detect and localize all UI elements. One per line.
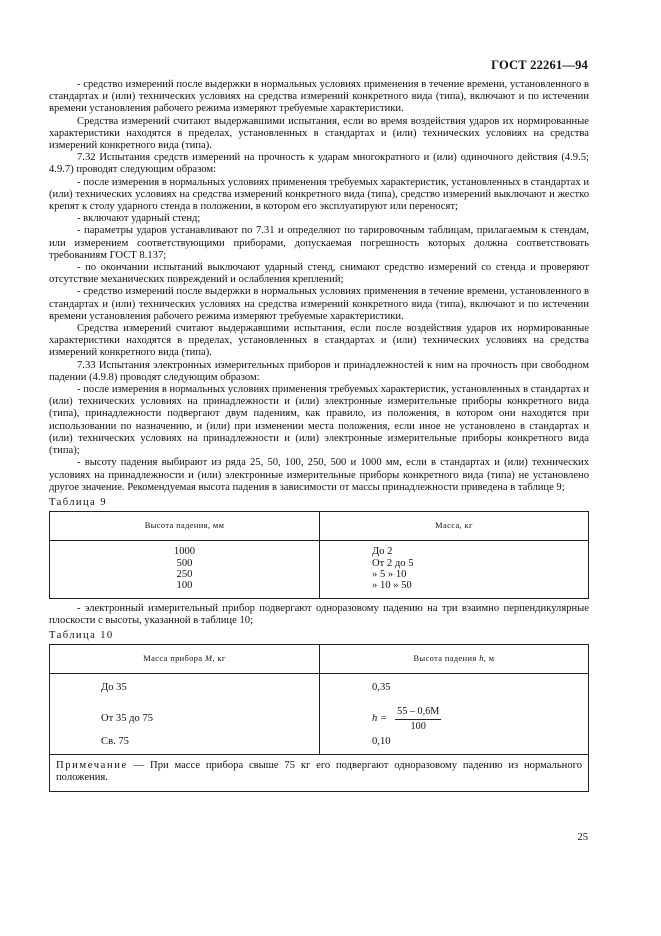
table10-mass: Св. 75 bbox=[101, 736, 129, 748]
table9-heights-cell bbox=[50, 541, 320, 599]
document-body bbox=[49, 79, 589, 792]
table9-caption: Таблица 9 bbox=[49, 496, 107, 508]
table9-mass: » 5 » 10 bbox=[372, 568, 407, 580]
formula-lhs: h = bbox=[372, 713, 388, 725]
paragraph: - средство измерений после выдержки в нормальных условиях применения в течение времени, установленного в стандартах и (или) технических условиях на средства измерений конкретного вида (типа), включают и по истечении времени установления рабочего режима измеряют требуемые характеристики. bbox=[49, 286, 589, 322]
page-number: 25 bbox=[577, 832, 588, 843]
note-label: Примечание bbox=[56, 760, 128, 772]
table9-masses-cell bbox=[320, 541, 589, 599]
standard-header: ГОСТ 22261—94 bbox=[491, 58, 588, 72]
table10-header-mass bbox=[50, 645, 320, 674]
table9-height: 250 bbox=[176, 568, 193, 580]
paragraph: - средство измерений после выдержки в нормальных условиях применения в течение времени, установленного в стандартах и (или) технических условиях на средства измерений конкретного вида (типа), включают и по истечении времени установления рабочего режима измеряют требуемые характеристики. bbox=[49, 79, 589, 115]
table9-header-mass: Масса, кг bbox=[320, 512, 589, 541]
table9-header-height: Высота падения, мм bbox=[50, 512, 320, 541]
table10-mass: От 35 до 75 bbox=[101, 713, 154, 725]
table10-heights-cell bbox=[320, 674, 589, 755]
table10-height: 0,35 bbox=[372, 682, 391, 694]
table10-header-mass-prefix: Масса прибора bbox=[143, 654, 206, 664]
paragraph: - после измерения в нормальных условиях применения требуемых характеристик, установленных в стандартах и (или) технических условиях на средства измерений конкретного вида (типа), средство измерений выключают и жестко крепят к столу ударного стенда в положении, в котором его эксплуатируют или переносят; bbox=[49, 176, 589, 213]
table9 bbox=[49, 511, 589, 599]
table10-header-mass-var: M bbox=[205, 654, 213, 664]
table10-header-height-var: h bbox=[479, 654, 484, 664]
paragraph: 7.33 Испытания электронных измерительных приборов и принадлежностей к ним на прочность при свободном падении (4.9.8) проводят следующим образом: bbox=[49, 359, 589, 383]
paragraph: - электронный измерительный прибор подвергают одноразовому падению на три взаимно перпендикулярные плоскости с высоты, указанной в таблице 10; bbox=[49, 602, 589, 626]
table9-height: 100 bbox=[176, 580, 193, 592]
table10-header-mass-suffix: , кг bbox=[212, 654, 226, 664]
table9-mass: » 10 » 50 bbox=[372, 580, 412, 592]
paragraph: Средства измерений считают выдержавшими испытания, если после воздействия ударов их нормированные характеристики находятся в пределах, установленных в стандартах и (или) технических условиях на средства измерений конкретного вида (типа). bbox=[49, 323, 589, 359]
formula-fraction bbox=[395, 706, 441, 733]
paragraph: 7.32 Испытания средств измерений на прочность к ударам многократного и (или) одиночного действия (4.9.5; 4.9.7) проводят следующим образом: bbox=[49, 152, 589, 176]
table10 bbox=[49, 644, 589, 791]
table9-mass: От 2 до 5 bbox=[372, 557, 414, 569]
table10-formula bbox=[372, 704, 588, 734]
paragraph: - включают ударный стенд; bbox=[77, 213, 201, 225]
paragraph: - параметры ударов устанавливают по 7.31 и определяют по тарировочным таблицам, прилагаемым к стендам, или измерением соответствующими приборами, допускаемая погрешность которых должна соответствовать требованиям ГОСТ 8.137; bbox=[49, 225, 589, 261]
table10-mass: До 35 bbox=[101, 682, 127, 694]
table10-masses-cell bbox=[50, 674, 320, 755]
table10-caption: Таблица 10 bbox=[49, 630, 114, 642]
table9-mass: До 2 bbox=[372, 546, 393, 558]
paragraph: - по окончании испытаний выключают ударный стенд, снимают средство измерений со стенда и проверяют отсутствие механических повреждений и ослабления креплений; bbox=[49, 262, 589, 286]
formula-numerator: 55 – 0,6M bbox=[395, 706, 441, 720]
paragraph: - высоту падения выбирают из ряда 25, 50, 100, 250, 500 и 1000 мм, если в стандартах и (или) технических условиях на принадлежности и (или) электронные измерительные приборы конкретного вида (типа) не установлено другое значение. Рекомендуемая высота падения в зависимости от массы принадлежности приведена в таблице 9; bbox=[49, 457, 589, 493]
table10-header-height-prefix: Высота падения bbox=[413, 654, 480, 664]
table10-header-height-suffix: , м bbox=[483, 654, 495, 664]
paragraph: Средства измерений считают выдержавшими испытания, если во время воздействия ударов их нормированные характеристики находятся в пределах, установленных в стандартах и (или) технических условиях на средства измерений конкретного вида (типа). bbox=[49, 115, 589, 152]
table10-header-height bbox=[320, 645, 589, 674]
table10-note bbox=[50, 755, 589, 791]
note-text: — При массе прибора свыше 75 кг его подвергают одноразовому падению из нормального положения. bbox=[56, 760, 582, 784]
table10-height: 0,10 bbox=[372, 736, 391, 748]
table9-height: 1000 bbox=[173, 546, 196, 558]
paragraph: - после измерения в нормальных условиях применения требуемых характеристик, установленных в стандартах и (или) технических условиях на принадлежности и (или) электронные измерительные приборы конкретного вида (типа), принадлежности подвергают двум падениям, как правило, из положения, в котором они находятся при использовании по назначению, и (или) при изменении места положения, если иное не установлено в стандартах и (или) технических условиях на принадлежности и (или) электронные измерительные приборы конкретного вида (типа); bbox=[49, 384, 589, 457]
formula-denominator: 100 bbox=[410, 720, 426, 732]
table9-height: 500 bbox=[176, 557, 193, 569]
